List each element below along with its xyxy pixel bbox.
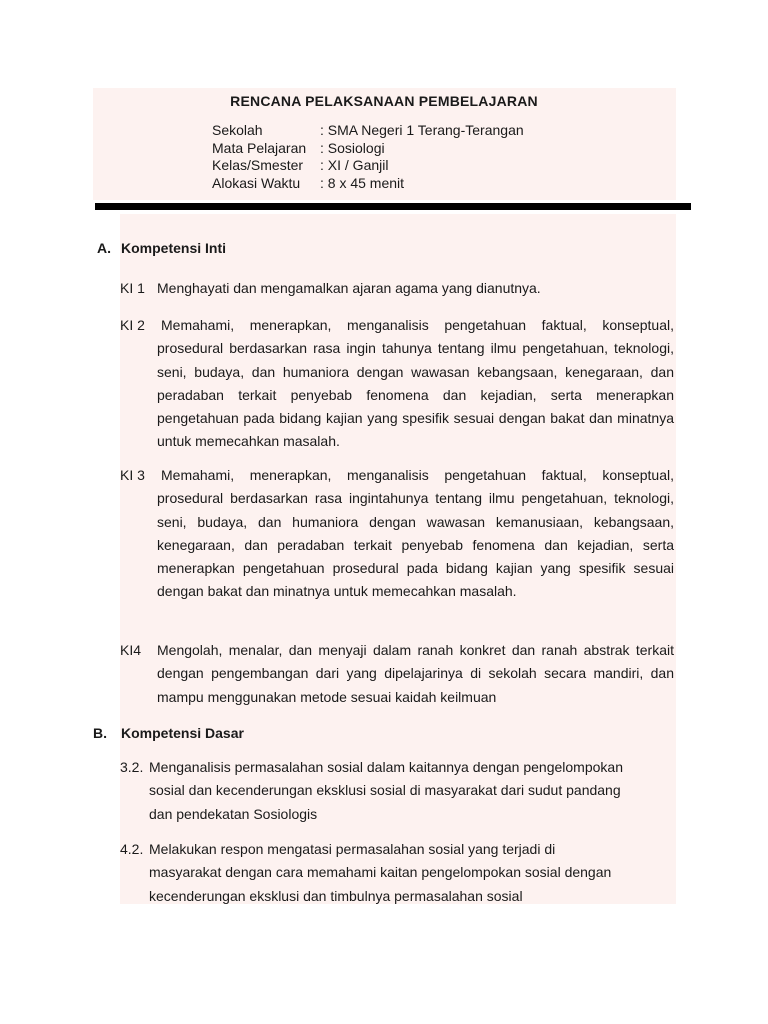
kd-text: [120, 838, 676, 908]
ki-label: KI 2: [120, 317, 145, 333]
kd-text: [120, 756, 676, 826]
meta-row: [212, 140, 524, 158]
ki-text: Menghayati dan mengamalkan ajaran agama yang dianutnya.: [157, 280, 541, 296]
kd-label: 4.2.: [120, 841, 144, 857]
section-b-heading: [93, 725, 244, 741]
ki-text: Memahami, menerapkan, menganalisis pengetahuan faktual, konseptual, prosedural berdasarkan rasa ingintahunya tentang ilmu pengetahuan, teknologi, seni, budaya, dan humaniora dengan wawasan kemanusiaan, kebangsaan, kenegaraan, dan peradaban terkait penyebab fenomena dan kejadian, serta menerapkan pengetahuan prosedural pada bidang kajian yang spesifik sesuai dengan bakat dan minatnya untuk memecahkan masalah.: [157, 467, 674, 600]
ki-item: [120, 639, 674, 709]
meta-value: : SMA Negeri 1 Terang-Terangan: [320, 122, 524, 138]
section-marker: B.: [93, 725, 107, 741]
kd-item: [120, 838, 676, 908]
ki-item: [120, 314, 674, 454]
meta-key: Alokasi Waktu: [212, 174, 301, 191]
meta-value: : XI / Ganjil: [320, 157, 389, 173]
meta-row: [212, 157, 524, 175]
ki-text: Memahami, menerapkan, menganalisis pengetahuan faktual, konseptual, prosedural berdasarkan rasa ingin tahunya tentang ilmu pengetahuan, teknologi, seni, budaya, dan humaniora dengan wawasan kebangsaan, kenegaraan, dan peradaban terkait penyebab fenomena dan kejadian, serta menerapkan pengetahuan pada bidang kajian yang spesifik sesuai dengan bakat dan minatnya untuk memecahkan masalah.: [157, 317, 674, 450]
header-divider: [95, 203, 691, 210]
meta-row: [212, 175, 524, 193]
meta-value: : 8 x 45 menit: [320, 174, 405, 191]
meta-key: Kelas/Smester: [212, 157, 304, 173]
section-title: Kompetensi Dasar: [121, 725, 244, 741]
meta-key: Sekolah: [212, 122, 263, 138]
meta-key: Mata Pelajaran: [212, 139, 307, 156]
ki-label: KI 1: [120, 280, 145, 296]
section-marker: A.: [97, 240, 111, 256]
document-title: RENCANA PELAKSANAAN PEMBELAJARAN: [230, 93, 538, 109]
ki-label: KI 3: [120, 467, 145, 483]
kd-line: Melakukan respon mengatasi permasalahan sosial yang terjadi di: [149, 841, 556, 857]
document-meta: [212, 122, 524, 192]
section-a-heading: [97, 240, 226, 256]
ki-item: [120, 464, 674, 604]
kd-line: masyarakat dengan cara memahami kaitan pengelompokan sosial dengan: [149, 864, 612, 881]
kd-line: dan pendekatan Sosiologis: [149, 805, 318, 822]
ki-item: [120, 277, 674, 300]
kd-line: Menganalisis permasalahan sosial dalam kaitannya dengan pengelompokan: [149, 759, 623, 775]
section-title: Kompetensi Inti: [121, 240, 227, 256]
meta-value: : Sosiologi: [320, 139, 385, 156]
kd-label: 3.2.: [120, 759, 144, 775]
ki-text: Mengolah, menalar, dan menyaji dalam ranah konkret dan ranah abstrak terkait dengan pengembangan dari yang dipelajarinya di sekolah secara mandiri, dan mampu menggunakan metode sesuai kaidah keilmuan: [157, 642, 674, 705]
kd-item: [120, 756, 676, 826]
kd-line: sosial dan kecenderungan eksklusi sosial di masyarakat dari sudut pandang: [149, 782, 621, 799]
ki-label: KI4: [120, 642, 142, 658]
meta-row: [212, 122, 524, 140]
kd-line: kecenderungan eksklusi dan timbulnya permasalahan sosial: [149, 887, 523, 904]
